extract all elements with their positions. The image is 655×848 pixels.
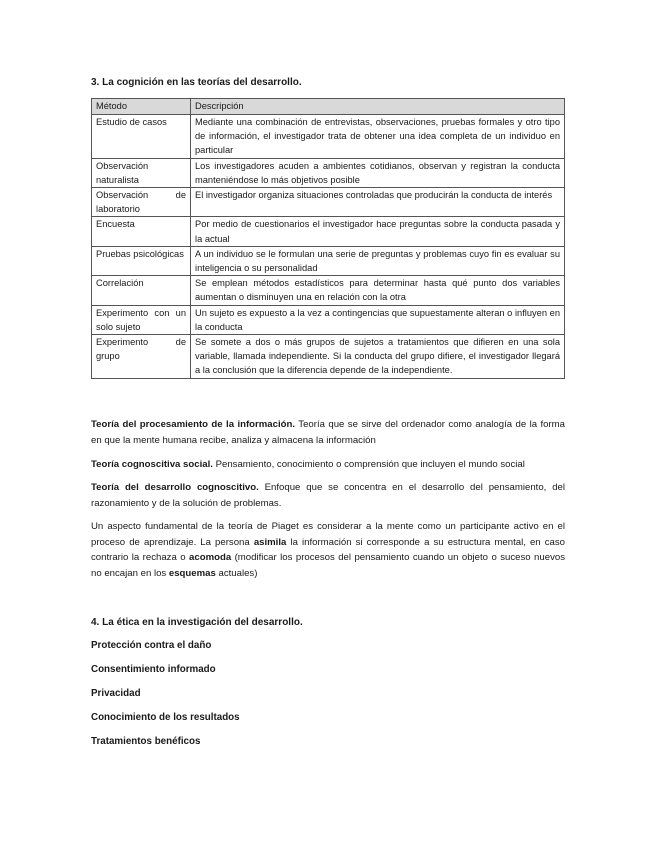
description-cell: Se somete a dos o más grupos de sujetos a tratamientos que difieren en una sola variable, llamada independiente. Si la conducta del grupo difiere, el investigador llegará a la conclusión que la diferencia depende de la independiente. <box>191 335 565 379</box>
table-header-row <box>92 99 565 115</box>
description-cell: Los investigadores acuden a ambientes cotidianos, observan y registran la conducta manteniéndose lo más objetivos posible <box>191 158 565 187</box>
paragraph-cognitive-development <box>91 480 565 511</box>
term-social-cognitive: Teoría cognoscitiva social. <box>91 459 213 470</box>
method-cell: Encuesta <box>92 217 191 246</box>
term-asimila: asimila <box>253 536 287 548</box>
term-esquemas: esquemas <box>168 567 216 579</box>
definition-text: Teoría que se sirve del ordenador como analogía de la forma en que la mente humana recibe, analiza y almacena la información <box>91 419 565 446</box>
description-cell: A un individuo se le formulan una serie de preguntas y problemas cuyo fin es evaluar su inteligencia o su personalidad <box>191 246 565 275</box>
term-information-processing: Teoría del procesamiento de la información. <box>91 419 296 430</box>
table-row <box>92 115 565 159</box>
description-cell: El investigador organiza situaciones controladas que producirán la conducta de interés <box>191 188 565 217</box>
header-description: Descripción <box>191 99 565 115</box>
section-3-title: 3. La cognición en las teorías del desarrollo. <box>91 77 302 88</box>
ethics-item: Privacidad <box>91 688 141 699</box>
description-cell: Se emplean métodos estadísticos para determinar hasta qué punto dos variables aumentan o disminuyen una en relación con la otra <box>191 276 565 305</box>
paragraph-information-processing <box>91 417 565 448</box>
method-cell: Experimento de grupo <box>92 335 191 379</box>
ethics-item: Tratamientos benéficos <box>91 736 201 747</box>
method-cell: Pruebas psicológicas <box>92 246 191 275</box>
section-4-title: 4. La ética en la investigación del desarrollo. <box>91 617 303 628</box>
paragraph-text: (modificar los procesos del pensamiento cuando un objeto o suceso nuevos no encajan en los <box>91 552 565 579</box>
table-row <box>92 158 565 187</box>
table-row <box>92 276 565 305</box>
description-cell: Por medio de cuestionarios el investigador hace preguntas sobre la conducta pasada y la actual <box>191 217 565 246</box>
method-cell: Correlación <box>92 276 191 305</box>
definition-text: Enfoque que se concentra en el desarrollo del pensamiento, del razonamiento y de la solución de problemas. <box>91 482 565 509</box>
methods-table <box>91 98 565 379</box>
method-cell: Experimento con un solo sujeto <box>92 305 191 334</box>
ethics-item: Consentimiento informado <box>91 664 216 675</box>
description-cell: Mediante una combinación de entrevistas, observaciones, pruebas formales y otro tipo de información, el investigador trata de obtener una idea completa de un individuo en particular <box>191 115 565 159</box>
ethics-item: Conocimiento de los resultados <box>91 712 240 723</box>
paragraph-text: la información si corresponde a su estructura mental, en caso contrario la rechaza o <box>91 536 565 563</box>
ethics-item: Protección contra el daño <box>91 640 212 651</box>
header-method: Método <box>92 99 191 115</box>
table-row <box>92 188 565 217</box>
definition-text: Pensamiento, conocimiento o comprensión que incluyen el mundo social <box>212 459 525 470</box>
paragraph-piaget <box>91 519 565 581</box>
term-acomoda: acomoda <box>189 552 232 563</box>
method-cell: Observación de laboratorio <box>92 188 191 217</box>
description-cell: Un sujeto es expuesto a la vez a contingencias que supuestamente alteran o influyen en la conducta <box>191 305 565 334</box>
method-cell: Estudio de casos <box>92 115 191 159</box>
paragraph-text: actuales) <box>215 567 258 579</box>
method-cell: Observación naturalista <box>92 158 191 187</box>
table-row <box>92 335 565 379</box>
table-row <box>92 217 565 246</box>
paragraph-text: Un aspecto fundamental de la teoría de Piaget es considerar a la mente como un participante activo en el proceso de aprendizaje. La persona <box>91 521 565 548</box>
table-row <box>92 246 565 275</box>
term-cognitive-development: Teoría del desarrollo cognoscitivo. <box>91 482 259 493</box>
table-row <box>92 305 565 334</box>
paragraph-social-cognitive <box>91 457 565 473</box>
